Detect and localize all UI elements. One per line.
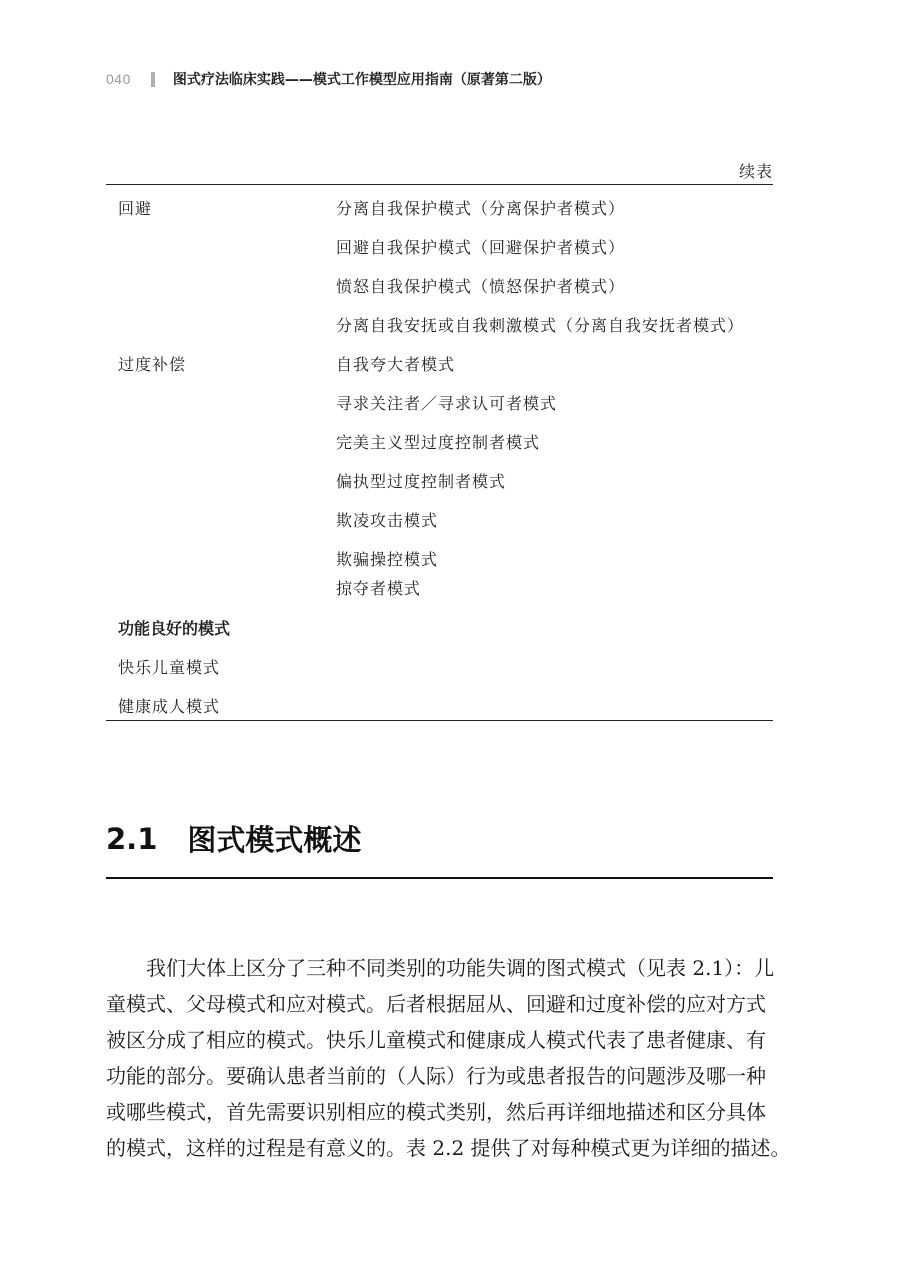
paragraph-line: 功能的部分。要确认患者当前的（人际）行为或患者报告的问题涉及哪一种 xyxy=(106,1064,766,1088)
paragraph-line: 童模式、父母模式和应对模式。后者根据屈从、回避和过度补偿的应对方式 xyxy=(106,992,766,1016)
table-top-rule xyxy=(106,184,773,185)
book-title: 图式疗法临床实践——模式工作模型应用指南（原著第二版） xyxy=(172,72,551,88)
table-functional-heading: 功能良好的模式 xyxy=(118,619,231,638)
table-category-overcompensation: 过度补偿 xyxy=(118,355,187,374)
table-row: 分离自我保护模式（分离保护者模式） xyxy=(336,199,626,218)
table-bottom-rule xyxy=(106,720,773,721)
page-number: 040 xyxy=(106,71,131,87)
paragraph-line: 或哪些模式，首先需要识别相应的模式类别，然后再详细地描述和区分具体 xyxy=(106,1100,766,1124)
section-number: 2.1 xyxy=(106,821,158,856)
table-row: 完美主义型过度控制者模式 xyxy=(336,433,541,452)
table-category-avoidance: 回避 xyxy=(118,199,153,218)
table-row: 欺骗操控模式 xyxy=(336,550,439,569)
paragraph-line: 的模式，这样的过程是有意义的。表 2.2 提供了对每种模式更为详细的描述。 xyxy=(106,1136,791,1160)
table-row: 分离自我安抚或自我刺激模式（分离自我安抚者模式） xyxy=(336,316,745,335)
table-row: 欺凌攻击模式 xyxy=(336,511,439,530)
paragraph-line: 我们大体上区分了三种不同类别的功能失调的图式模式（见表 2.1）：儿 xyxy=(146,956,775,980)
section-heading xyxy=(106,818,361,859)
section-title: 图式模式概述 xyxy=(187,823,362,857)
table-row: 愤怒自我保护模式（愤怒保护者模式） xyxy=(336,277,626,296)
header-divider xyxy=(151,72,155,87)
table-row: 掠夺者模式 xyxy=(336,579,422,598)
body-paragraph xyxy=(106,950,791,1166)
table-row: 偏执型过度控制者模式 xyxy=(336,472,507,491)
table-row: 健康成人模式 xyxy=(118,697,221,716)
paragraph-line: 被区分成了相应的模式。快乐儿童模式和健康成人模式代表了患者健康、有 xyxy=(106,1028,766,1052)
running-header xyxy=(106,69,551,89)
table-row: 快乐儿童模式 xyxy=(118,658,221,677)
table-continued-label: 续表 xyxy=(738,162,773,181)
table-row: 回避自我保护模式（回避保护者模式） xyxy=(336,238,626,257)
table-row: 自我夸大者模式 xyxy=(336,355,456,374)
table-row: 寻求关注者／寻求认可者模式 xyxy=(336,394,558,413)
section-rule xyxy=(106,877,773,879)
